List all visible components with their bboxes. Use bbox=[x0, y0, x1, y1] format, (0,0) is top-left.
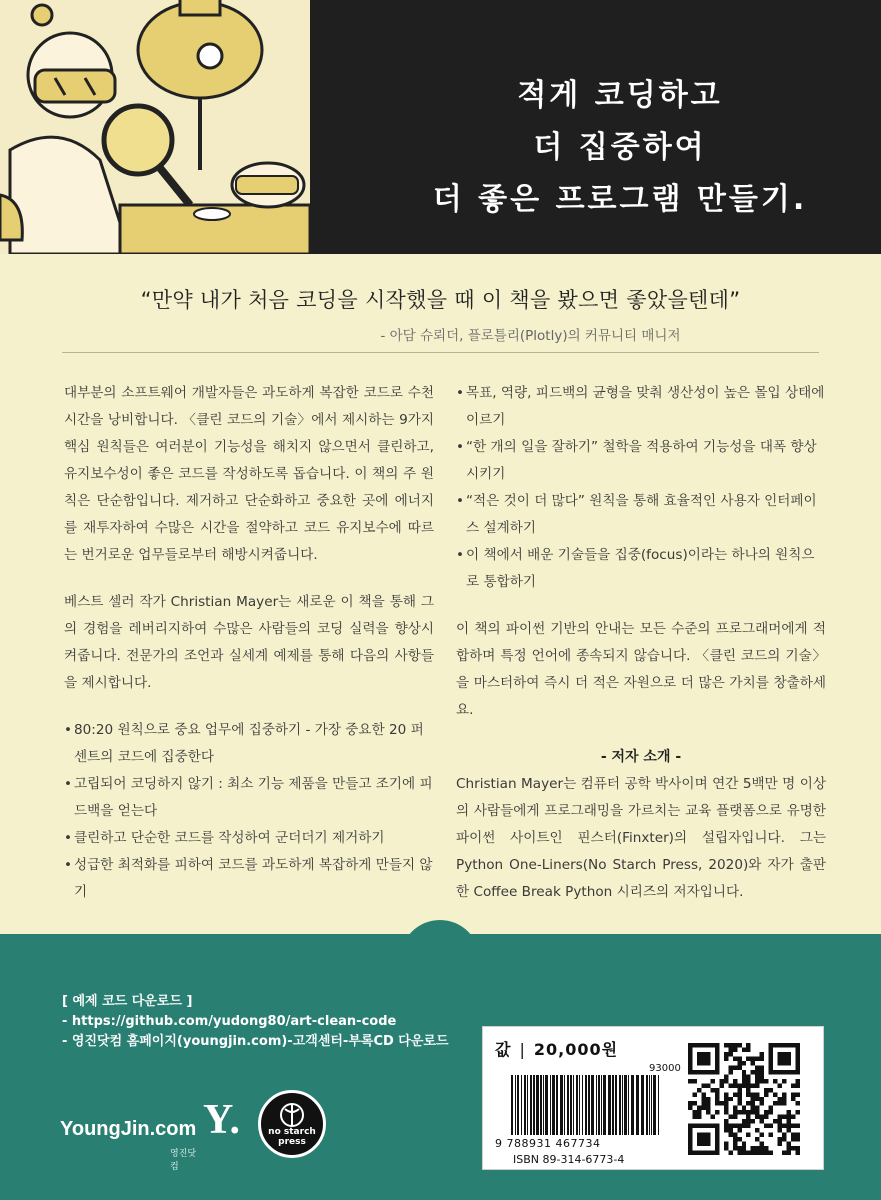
description-left-column bbox=[64, 380, 434, 926]
section-divider bbox=[62, 352, 819, 353]
isbn: ISBN 89-314-6773-4 bbox=[513, 1153, 625, 1166]
principles-list bbox=[64, 717, 434, 906]
github-link[interactable]: - https://github.com/yudong80/art-clean-code bbox=[62, 1014, 397, 1029]
summary-paragraph: 이 책의 파이썬 기반의 안내는 모든 수준의 프로그래머에게 적합하며 특정 언어에 종속되지 않습니다. 〈클린 코드의 기술〉을 마스터하여 즉시 더 적은 자원으로 더 많은 가치를 창출하세요. bbox=[456, 621, 826, 718]
quote-attribution: - 아담 슈뢰더, 플로틀리(Plotly)의 커뮤니티 매니저 bbox=[380, 328, 681, 344]
no-starch-press-logo bbox=[258, 1090, 326, 1158]
download-heading: [ 예제 코드 다운로드 ] bbox=[62, 994, 193, 1009]
list-item: • “적은 것이 더 많다” 원칙을 통해 효율적인 사용자 인터페이스 설계하기 bbox=[456, 488, 826, 542]
list-item: • 80:20 원칙으로 중요 업무에 집중하기 - 가장 중요한 20 퍼센트의 코드에 집중한다 bbox=[64, 717, 434, 771]
barcode-addon-code: 93000 bbox=[649, 1063, 681, 1074]
quote-text: “만약 내가 처음 코딩을 시작했을 때 이 책을 봤으면 좋았을텐데” bbox=[140, 288, 741, 312]
author-heading: - 저자 소개 - bbox=[600, 749, 682, 765]
price-separator: | bbox=[519, 1040, 526, 1059]
intro-paragraph: 대부분의 소프트웨어 개발자들은 과도하게 복잡한 코드로 수천 시간을 낭비합니다. 〈클린 코드의 기술〉에서 제시하는 9가지 핵심 원칙들은 여러분이 기능성을 해치지 않으면서 클린하고, 유지보수성이 좋은 코드를 작성하도록 돕습니다. 이 책의 주 원칙은 단순함입니다. 제거하고 단순화하고 중요한 곳에 에너지를 재투자하여 수많은 시간을 절약하고 코드 유지보수에 따르는 번거로운 업무들로부터 해방시켜줍니다. bbox=[64, 385, 434, 563]
download-info bbox=[62, 992, 449, 1052]
barcode-number: 9 788931 467734 bbox=[495, 1137, 601, 1150]
youngjin-y-mark: Y. bbox=[203, 1097, 240, 1143]
scientist-illustration bbox=[0, 0, 310, 254]
price-label: 값 bbox=[495, 1040, 512, 1059]
no-starch-text bbox=[261, 1127, 323, 1147]
list-item: • 이 책에서 배운 기술들을 집중(focus)이라는 하나의 원칙으로 통합하기 bbox=[456, 542, 826, 596]
qr-code bbox=[688, 1043, 800, 1155]
tagline-line-2: 더 집중하여 bbox=[533, 130, 707, 165]
youngjin-logo bbox=[60, 1097, 240, 1172]
youngjin-download-path: - 영진닷컴 홈페이지(youngjin.com)-고객센터-부록CD 다운로드 bbox=[62, 1034, 449, 1049]
cover-top-band bbox=[0, 0, 881, 254]
tagline-line-3: 더 좋은 프로그램 만들기. bbox=[432, 182, 808, 217]
isbn-barcode bbox=[511, 1075, 663, 1135]
no-starch-line-1: no starch bbox=[268, 1127, 316, 1137]
principles-list-continued bbox=[456, 380, 826, 596]
price-amount: 20,000원 bbox=[533, 1040, 619, 1059]
endorsement-quote bbox=[0, 254, 881, 366]
publisher-logos bbox=[60, 1090, 330, 1170]
price bbox=[495, 1037, 618, 1060]
list-item: • 고립되어 코딩하지 않기 : 최소 기능 제품을 만들고 조기에 피드백을 얻는다 bbox=[64, 771, 434, 825]
author-bio: Christian Mayer는 컴퓨터 공학 박사이며 연간 5백만 명 이상의 사람들에게 프로그래밍을 가르치는 교육 플랫폼으로 유명한 파이썬 사이트인 핀스터(Finxter)의 설립자입니다. 그는 Python One-Liners(No Starch Press, 2020)와 자가 출판한 Coffee Break Python 시리즈의 저자입니다. bbox=[456, 776, 826, 900]
list-item: • 클린하고 단순한 코드를 작성하여 군더더기 제거하기 bbox=[64, 825, 434, 852]
youngjin-korean-name: 영진닷컴 bbox=[170, 1149, 197, 1172]
no-starch-line-2: press bbox=[278, 1137, 306, 1147]
list-item: • 목표, 역량, 피드백의 균형을 맞춰 생산성이 높은 몰입 상태에 이르기 bbox=[456, 380, 826, 434]
description-right-column bbox=[456, 380, 826, 926]
list-item: • 성급한 최적화를 피하여 코드를 과도하게 복잡하게 만들지 않기 bbox=[64, 852, 434, 906]
tagline bbox=[400, 70, 840, 226]
no-starch-icon bbox=[261, 1097, 323, 1131]
youngjin-wordmark: YoungJin.com bbox=[60, 1118, 197, 1140]
list-item: • “한 개의 일을 잘하기” 철학을 적용하여 기능성을 대폭 향상시키기 bbox=[456, 434, 826, 488]
price-barcode-box bbox=[482, 1026, 824, 1170]
author-intro-paragraph: 베스트 셀러 작가 Christian Mayer는 새로운 이 책을 통해 그의 경험을 레버리지하여 수많은 사람들의 코딩 실력을 향상시켜줍니다. 전문가의 조언과 실세계 예제를 통해 다음의 사항들을 제시합니다. bbox=[64, 594, 434, 691]
tagline-line-1: 적게 코딩하고 bbox=[517, 78, 723, 113]
